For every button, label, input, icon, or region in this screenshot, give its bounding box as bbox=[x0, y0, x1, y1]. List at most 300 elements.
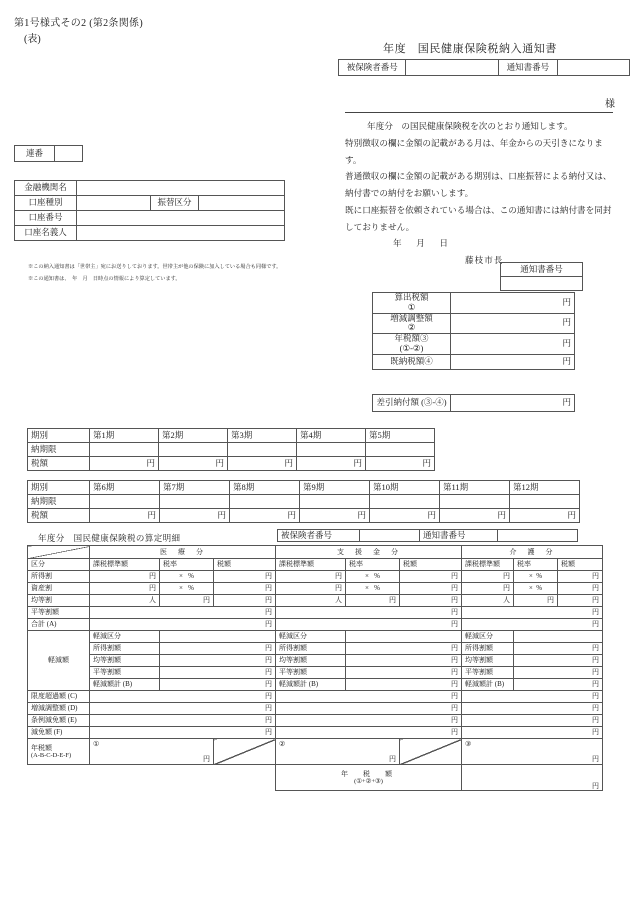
byodo-unit-medical: 円 bbox=[265, 608, 272, 617]
calc-col-tax-care: 税額 bbox=[558, 559, 603, 571]
calc-row-label-shisan: 資産割 bbox=[28, 583, 90, 595]
summary-label-text-1: 増減調整額 bbox=[390, 312, 433, 323]
shisan-tax-unit-care: 円 bbox=[592, 584, 599, 593]
notice-text-block bbox=[345, 118, 617, 269]
institution-field[interactable] bbox=[77, 181, 285, 196]
notice-no-field[interactable] bbox=[557, 60, 629, 76]
footnotes-block bbox=[28, 262, 318, 286]
table-row bbox=[28, 583, 603, 595]
reduction-byodo-support[interactable] bbox=[346, 667, 462, 679]
shotoku-rate-op-care: × bbox=[528, 572, 533, 581]
installment1-due-2[interactable] bbox=[228, 443, 297, 457]
total-support[interactable] bbox=[276, 619, 462, 631]
reduction-kubun-medical[interactable] bbox=[160, 631, 276, 643]
installment2-amt-unit-1: 円 bbox=[217, 509, 226, 520]
shotoku-tax-unit-care: 円 bbox=[592, 572, 599, 581]
reduction-shotoku-label-medical: 所得割額 bbox=[90, 643, 160, 655]
shotoku-tax-medical[interactable] bbox=[214, 571, 276, 583]
byodo-unit-support: 円 bbox=[451, 608, 458, 617]
reduction-byodo-medical[interactable] bbox=[160, 667, 276, 679]
reduction-total-label-medical: 軽減額計 (B) bbox=[90, 679, 160, 691]
calculation-detail-title: 年度分 国民健康保険税の算定明細 bbox=[38, 533, 181, 543]
calculation-id-table bbox=[277, 529, 578, 542]
summary-value-0[interactable] bbox=[451, 293, 575, 314]
shotoku-rate-support[interactable] bbox=[346, 571, 400, 583]
installment2-due-1[interactable] bbox=[160, 495, 230, 509]
shotoku-rate-op-medical: × bbox=[178, 572, 183, 581]
shotoku-tax-unit-support: 円 bbox=[451, 572, 458, 581]
table-row bbox=[28, 546, 603, 559]
shisan-rate-medical[interactable] bbox=[160, 583, 214, 595]
adjustment-support[interactable] bbox=[276, 703, 462, 715]
calc-col-tax-medical: 税額 bbox=[214, 559, 276, 571]
addressee-suffix: 様 bbox=[605, 99, 615, 110]
annual-support-value[interactable] bbox=[276, 739, 400, 765]
notice-no-box-field[interactable] bbox=[501, 277, 583, 291]
difference-value[interactable] bbox=[451, 395, 575, 412]
shisan-base-medical[interactable] bbox=[90, 583, 160, 595]
section-care-header: 介 護 分 bbox=[462, 546, 603, 559]
shisan-base-care[interactable] bbox=[462, 583, 514, 595]
installment2-amt-unit-0: 円 bbox=[147, 509, 156, 520]
calc-col-rate-medical: 税率 bbox=[160, 559, 214, 571]
installment2-amt-unit-2: 円 bbox=[287, 509, 296, 520]
reduction-group-label: 軽減額 bbox=[28, 631, 90, 691]
kinto-tax-medical[interactable] bbox=[214, 595, 276, 607]
installment2-amount-0[interactable] bbox=[90, 509, 160, 523]
limit-excess-unit-care: 円 bbox=[592, 692, 599, 701]
installment1-row-label-0: 期別 bbox=[28, 429, 90, 443]
reduction-kinto-label-care: 均等割額 bbox=[462, 655, 514, 667]
grand-total-label-text: 年 税 額 bbox=[341, 769, 396, 778]
annual-medical-value[interactable] bbox=[90, 739, 214, 765]
installment1-period-3: 第4期 bbox=[297, 429, 366, 443]
table-row bbox=[28, 509, 580, 523]
calc-col-rate-care: 税率 bbox=[514, 559, 558, 571]
summary-row-label-0 bbox=[373, 293, 451, 314]
calc-col-rate-support: 税率 bbox=[346, 559, 400, 571]
table-row bbox=[28, 619, 603, 631]
table-row bbox=[15, 226, 285, 241]
summary-value-1[interactable] bbox=[451, 313, 575, 334]
exemption-unit-medical: 円 bbox=[265, 728, 272, 737]
calc-col-tax-support: 税額 bbox=[400, 559, 462, 571]
calc-notice-no-label: 通知書番号 bbox=[420, 530, 498, 542]
notice-line-4: 納付書での納付をお願いします。 bbox=[345, 188, 474, 198]
kinto-base-unit-care: 人 bbox=[503, 596, 510, 605]
limit-excess-medical[interactable] bbox=[90, 691, 276, 703]
limit-excess-care[interactable] bbox=[462, 691, 603, 703]
table-row bbox=[28, 631, 603, 643]
installment2-due-0[interactable] bbox=[90, 495, 160, 509]
table-row bbox=[28, 595, 603, 607]
ordinance-reduction-care[interactable] bbox=[462, 715, 603, 727]
grand-total-formula: (①+②+③) bbox=[354, 777, 383, 785]
notice-line-1: 年度分 の国民健康保険税を次のとおり通知します。 bbox=[367, 121, 573, 131]
installment2-row-label-0: 期別 bbox=[28, 481, 90, 495]
total-unit-support: 円 bbox=[451, 620, 458, 629]
installment1-due-0[interactable] bbox=[90, 443, 159, 457]
installment2-row-label-2: 税額 bbox=[28, 509, 90, 523]
installment2-amount-4[interactable] bbox=[370, 509, 440, 523]
annual-support-circle: ② bbox=[279, 740, 286, 748]
exemption-care[interactable] bbox=[462, 727, 603, 739]
exemption-medical[interactable] bbox=[90, 727, 276, 739]
shotoku-rate-unit-care: % bbox=[536, 572, 543, 581]
byodo-unit-care: 円 bbox=[592, 608, 599, 617]
limit-excess-unit-support: 円 bbox=[451, 692, 458, 701]
ordinance-reduction-unit-medical: 円 bbox=[265, 716, 272, 725]
reduction-kinto-unit-care: 円 bbox=[592, 656, 599, 665]
table-row bbox=[28, 643, 603, 655]
installment2-amount-5[interactable] bbox=[440, 509, 510, 523]
installment1-amount-3[interactable] bbox=[297, 457, 366, 471]
table-row bbox=[28, 727, 603, 739]
reduction-kinto-medical[interactable] bbox=[160, 655, 276, 667]
calc-col-base-support: 課税標準額 bbox=[276, 559, 346, 571]
installment2-amount-6[interactable] bbox=[510, 509, 580, 523]
table-row bbox=[373, 293, 575, 314]
calc-row-label-byodo: 平等割額 bbox=[28, 607, 90, 619]
reduction-kinto-label-medical: 均等割額 bbox=[90, 655, 160, 667]
shisan-base-unit-support: 円 bbox=[335, 584, 342, 593]
summary-unit-1: 円 bbox=[562, 317, 571, 328]
table-row bbox=[373, 334, 575, 355]
installment2-amount-3[interactable] bbox=[300, 509, 370, 523]
reduction-shotoku-label-care: 所得割額 bbox=[462, 643, 514, 655]
shisan-rate-op-support: × bbox=[364, 584, 369, 593]
summary-value-2[interactable] bbox=[451, 334, 575, 355]
table-row bbox=[28, 495, 580, 509]
summary-row-label-2 bbox=[373, 334, 451, 355]
reduction-kinto-label-support: 均等割額 bbox=[276, 655, 346, 667]
shotoku-rate-care[interactable] bbox=[514, 571, 558, 583]
installment2-due-6[interactable] bbox=[510, 495, 580, 509]
kinto-base-support[interactable] bbox=[276, 595, 346, 607]
calc-insured-no-field[interactable] bbox=[360, 530, 420, 542]
account-type-field[interactable] bbox=[77, 196, 151, 211]
annual-care-value[interactable] bbox=[462, 739, 603, 765]
reduction-kubun-support[interactable] bbox=[346, 631, 462, 643]
summary-value-3[interactable] bbox=[451, 354, 575, 369]
reduction-shotoku-unit-medical: 円 bbox=[265, 644, 272, 653]
byodo-medical[interactable] bbox=[90, 607, 276, 619]
section-support-header: 支 援 金 分 bbox=[276, 546, 462, 559]
total-care[interactable] bbox=[462, 619, 603, 631]
shisan-rate-support[interactable] bbox=[346, 583, 400, 595]
kinto-tax-unit-support: 円 bbox=[451, 596, 458, 605]
adjustment-unit-support: 円 bbox=[451, 704, 458, 713]
kinto-rate-support[interactable] bbox=[346, 595, 400, 607]
table-row bbox=[15, 211, 285, 226]
exemption-unit-care: 円 bbox=[592, 728, 599, 737]
ordinance-reduction-support[interactable] bbox=[276, 715, 462, 727]
kinto-rate-medical[interactable] bbox=[160, 595, 214, 607]
reduction-total-medical[interactable] bbox=[160, 679, 276, 691]
annual-support-diagonal bbox=[400, 739, 462, 765]
installment2-period-5: 第11期 bbox=[440, 481, 510, 495]
shotoku-base-support[interactable] bbox=[276, 571, 346, 583]
annual-tax-label-text: 年税額 bbox=[31, 743, 52, 752]
reduction-byodo-label-support: 平等割額 bbox=[276, 667, 346, 679]
adjustment-care[interactable] bbox=[462, 703, 603, 715]
installment1-amt-unit-2: 円 bbox=[284, 457, 293, 468]
table-row bbox=[28, 481, 580, 495]
account-type-label: 口座種別 bbox=[15, 196, 77, 211]
installment2-amt-unit-3: 円 bbox=[357, 509, 366, 520]
shisan-tax-support[interactable] bbox=[400, 583, 462, 595]
installment2-period-2: 第8期 bbox=[230, 481, 300, 495]
reduction-total-unit-medical: 円 bbox=[265, 680, 272, 689]
table-row bbox=[28, 571, 603, 583]
shotoku-base-care[interactable] bbox=[462, 571, 514, 583]
grand-total-value[interactable] bbox=[462, 765, 603, 791]
shisan-tax-medical[interactable] bbox=[214, 583, 276, 595]
reduction-kubun-care[interactable] bbox=[514, 631, 603, 643]
grand-total-spacer-1 bbox=[28, 765, 90, 791]
reduction-shotoku-label-support: 所得割額 bbox=[276, 643, 346, 655]
header-divider bbox=[345, 112, 613, 113]
reduction-kubun-label-support: 軽減区分 bbox=[276, 631, 346, 643]
installment1-amt-unit-3: 円 bbox=[353, 457, 362, 468]
ordinance-reduction-medical[interactable] bbox=[90, 715, 276, 727]
shisan-rate-care[interactable] bbox=[514, 583, 558, 595]
calc-kubun-label: 区分 bbox=[28, 559, 90, 571]
shisan-base-support[interactable] bbox=[276, 583, 346, 595]
installment2-due-5[interactable] bbox=[440, 495, 510, 509]
reduction-total-care[interactable] bbox=[514, 679, 603, 691]
shotoku-base-medical[interactable] bbox=[90, 571, 160, 583]
grand-total-spacer-2 bbox=[90, 765, 276, 791]
shotoku-rate-unit-support: % bbox=[374, 572, 381, 581]
calc-row-label-kinto: 均等割 bbox=[28, 595, 90, 607]
shotoku-tax-support[interactable] bbox=[400, 571, 462, 583]
summary-sublabel-text-1: ② bbox=[407, 322, 416, 333]
installment2-due-3[interactable] bbox=[300, 495, 370, 509]
footnote-1: ※この納入通知書は「世帯主」宛にお送りしております。世帯主が他の保険に加入している場合も同様です。 bbox=[28, 264, 282, 270]
ordinance-reduction-label: 条例減免額 (E) bbox=[28, 715, 90, 727]
shisan-tax-unit-medical: 円 bbox=[265, 584, 272, 593]
table-row bbox=[28, 429, 435, 443]
summary-row-label-1 bbox=[373, 313, 451, 334]
reduction-total-unit-care: 円 bbox=[592, 680, 599, 689]
total-unit-medical: 円 bbox=[265, 620, 272, 629]
bank-account-table bbox=[14, 180, 285, 241]
table-row bbox=[28, 559, 603, 571]
shotoku-base-unit-medical: 円 bbox=[149, 572, 156, 581]
calc-insured-no-label: 被保険者番号 bbox=[278, 530, 360, 542]
table-row bbox=[373, 395, 575, 412]
summary-unit-3: 円 bbox=[562, 355, 571, 366]
exemption-support[interactable] bbox=[276, 727, 462, 739]
insured-no-field[interactable] bbox=[406, 60, 499, 76]
form-side-label: (表) bbox=[24, 34, 41, 45]
kinto-rate-care[interactable] bbox=[514, 595, 558, 607]
calculation-detail-table bbox=[27, 545, 603, 791]
table-row bbox=[15, 146, 83, 162]
reduction-kinto-care[interactable] bbox=[514, 655, 603, 667]
limit-excess-unit-medical: 円 bbox=[265, 692, 272, 701]
form-code: 第1号様式その2 (第2条関係) bbox=[14, 18, 143, 29]
installment2-due-2[interactable] bbox=[230, 495, 300, 509]
installment1-period-1: 第2期 bbox=[159, 429, 228, 443]
notice-line-2: 特別徴収の欄に金額の記載がある月は、年金からの天引きになります。 bbox=[345, 137, 603, 165]
installment1-amount-4[interactable] bbox=[366, 457, 435, 471]
installment-table-second-half bbox=[27, 480, 580, 523]
insured-notice-id-table bbox=[338, 59, 630, 76]
installment1-amount-2[interactable] bbox=[228, 457, 297, 471]
annual-medical-unit: 円 bbox=[203, 754, 210, 763]
account-holder-field[interactable] bbox=[77, 226, 285, 241]
reduction-kinto-unit-medical: 円 bbox=[265, 656, 272, 665]
kinto-base-care[interactable] bbox=[462, 595, 514, 607]
summary-row-label-3 bbox=[373, 354, 451, 369]
notice-line-3: 普通徴収の欄に金額の記載がある期別は、口座振替による納付又は、 bbox=[345, 171, 612, 182]
reduction-shotoku-medical[interactable] bbox=[160, 643, 276, 655]
reduction-byodo-unit-support: 円 bbox=[451, 668, 458, 677]
shisan-tax-care[interactable] bbox=[558, 583, 603, 595]
installment1-due-3[interactable] bbox=[297, 443, 366, 457]
grand-total-label bbox=[276, 765, 462, 791]
footnote-2: ※この通知書は、 年 月 日時点の情報により算定しています。 bbox=[28, 275, 181, 282]
annual-tax-formula: (A-B-C-D-E-F) bbox=[31, 751, 72, 759]
installment2-period-0: 第6期 bbox=[90, 481, 160, 495]
notice-dateline: 年 月 日 bbox=[393, 238, 451, 249]
installment1-row-label-1: 納期限 bbox=[28, 443, 90, 457]
exemption-label: 減免額 (F) bbox=[28, 727, 90, 739]
installment2-amt-unit-6: 円 bbox=[567, 509, 576, 520]
reduction-shotoku-care[interactable] bbox=[514, 643, 603, 655]
shotoku-rate-medical[interactable] bbox=[160, 571, 214, 583]
summary-unit-2: 円 bbox=[562, 337, 571, 348]
summary-sublabel-text-2: (①-②) bbox=[399, 342, 424, 353]
kinto-tax-support[interactable] bbox=[400, 595, 462, 607]
installment1-period-4: 第5期 bbox=[366, 429, 435, 443]
table-row bbox=[28, 655, 603, 667]
table-row bbox=[28, 739, 603, 765]
installment2-amount-1[interactable] bbox=[160, 509, 230, 523]
installment2-amt-unit-4: 円 bbox=[427, 509, 436, 520]
installment2-row-label-1: 納期限 bbox=[28, 495, 90, 509]
total-unit-care: 円 bbox=[592, 620, 599, 629]
serial-label: 連番 bbox=[15, 146, 55, 162]
installment-table-first-half bbox=[27, 428, 435, 471]
installment1-amt-unit-4: 円 bbox=[422, 457, 431, 468]
kinto-tax-unit-care: 円 bbox=[592, 596, 599, 605]
reduction-kinto-unit-support: 円 bbox=[451, 656, 458, 665]
serial-value-field[interactable] bbox=[55, 146, 83, 162]
table-row bbox=[15, 181, 285, 196]
limit-excess-label: 限度超過額 (C) bbox=[28, 691, 90, 703]
table-row bbox=[373, 354, 575, 369]
transfer-class-field[interactable] bbox=[199, 196, 285, 211]
document-title: 年度 国民健康保険税納入通知書 bbox=[383, 43, 557, 55]
installment1-row-label-2: 税額 bbox=[28, 457, 90, 471]
table-row bbox=[28, 443, 435, 457]
calc-col-base-medical: 課税標準額 bbox=[90, 559, 160, 571]
byodo-support[interactable] bbox=[276, 607, 462, 619]
notice-no-box-label: 通知書番号 bbox=[501, 263, 583, 277]
installment2-period-6: 第12期 bbox=[510, 481, 580, 495]
table-row bbox=[501, 263, 583, 277]
reduction-byodo-label-medical: 平等割額 bbox=[90, 667, 160, 679]
reduction-shotoku-support[interactable] bbox=[346, 643, 462, 655]
difference-payment-table bbox=[372, 394, 575, 412]
installment1-period-2: 第3期 bbox=[228, 429, 297, 443]
total-medical[interactable] bbox=[90, 619, 276, 631]
shotoku-tax-care[interactable] bbox=[558, 571, 603, 583]
byodo-care[interactable] bbox=[462, 607, 603, 619]
section-medical-header: 医 療 分 bbox=[90, 546, 276, 559]
kinto-tax-unit-medical: 円 bbox=[265, 596, 272, 605]
installment1-amount-0[interactable] bbox=[90, 457, 159, 471]
calc-notice-no-field[interactable] bbox=[498, 530, 578, 542]
installment2-period-4: 第10期 bbox=[370, 481, 440, 495]
difference-unit: 円 bbox=[562, 397, 571, 408]
table-row bbox=[28, 679, 603, 691]
reduction-total-support[interactable] bbox=[346, 679, 462, 691]
summary-unit-0: 円 bbox=[562, 296, 571, 307]
ordinance-reduction-unit-support: 円 bbox=[451, 716, 458, 725]
calc-corner-diagonal bbox=[28, 546, 90, 559]
installment2-amt-unit-5: 円 bbox=[497, 509, 506, 520]
table-row bbox=[28, 765, 603, 791]
installment1-due-4[interactable] bbox=[366, 443, 435, 457]
kinto-base-medical[interactable] bbox=[90, 595, 160, 607]
annual-medical-diagonal bbox=[214, 739, 276, 765]
summary-label-text-0: 算出税額 bbox=[394, 292, 429, 302]
installment2-period-3: 第9期 bbox=[300, 481, 370, 495]
institution-label: 金融機関名 bbox=[15, 181, 77, 196]
kinto-base-unit-medical: 人 bbox=[149, 596, 156, 605]
limit-excess-support[interactable] bbox=[276, 691, 462, 703]
installment2-due-4[interactable] bbox=[370, 495, 440, 509]
shotoku-base-unit-support: 円 bbox=[335, 572, 342, 581]
shisan-rate-unit-support: % bbox=[374, 584, 381, 593]
shotoku-rate-unit-medical: % bbox=[188, 572, 195, 581]
reduction-kinto-support[interactable] bbox=[346, 655, 462, 667]
summary-label-text-2: 年税額③ bbox=[394, 333, 429, 344]
ordinance-reduction-unit-care: 円 bbox=[592, 716, 599, 725]
shisan-rate-op-medical: × bbox=[178, 584, 183, 593]
reduction-shotoku-unit-support: 円 bbox=[451, 644, 458, 653]
grand-total-unit: 円 bbox=[592, 781, 599, 790]
kinto-tax-care[interactable] bbox=[558, 595, 603, 607]
installment1-amount-1[interactable] bbox=[159, 457, 228, 471]
notice-number-box bbox=[500, 262, 583, 291]
account-no-label: 口座番号 bbox=[15, 211, 77, 226]
reduction-byodo-care[interactable] bbox=[514, 667, 603, 679]
account-no-field[interactable] bbox=[77, 211, 285, 226]
summary-label-text-3: 既納税額④ bbox=[390, 355, 433, 366]
adjustment-medical[interactable] bbox=[90, 703, 276, 715]
table-row bbox=[278, 530, 578, 542]
reduction-byodo-unit-medical: 円 bbox=[265, 668, 272, 677]
kinto-base-unit-support: 人 bbox=[335, 596, 342, 605]
tax-summary-table bbox=[372, 292, 575, 370]
installment1-due-1[interactable] bbox=[159, 443, 228, 457]
table-row bbox=[28, 703, 603, 715]
notice-no-label: 通知書番号 bbox=[499, 60, 557, 76]
shotoku-tax-unit-medical: 円 bbox=[265, 572, 272, 581]
difference-label: 差引納付額 (③-④) bbox=[373, 395, 451, 412]
serial-number-table bbox=[14, 145, 83, 162]
installment1-period-0: 第1期 bbox=[90, 429, 159, 443]
installment2-amount-2[interactable] bbox=[230, 509, 300, 523]
notice-line-5: 既に口座振替を依頼されている場合は、この通知書には納付書を同封 bbox=[345, 204, 612, 215]
shisan-base-unit-care: 円 bbox=[503, 584, 510, 593]
installment2-period-1: 第7期 bbox=[160, 481, 230, 495]
